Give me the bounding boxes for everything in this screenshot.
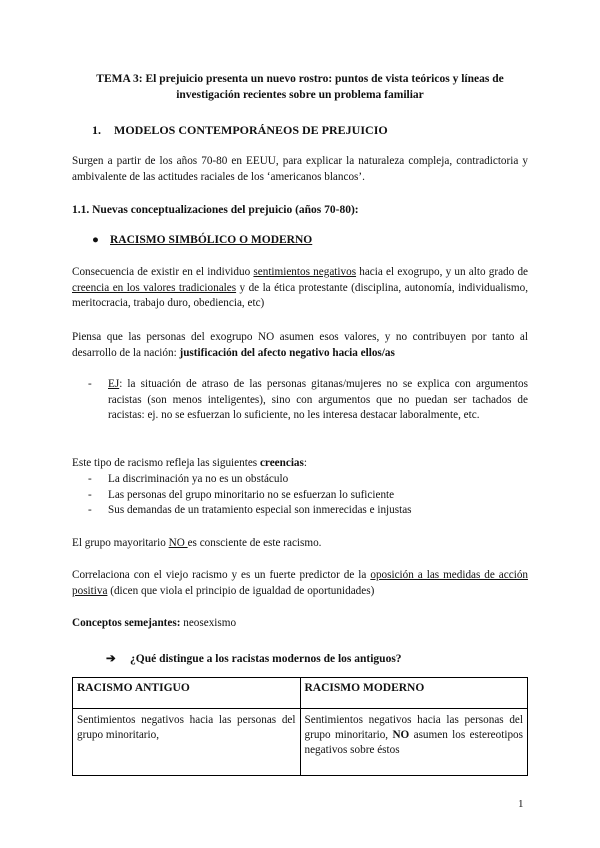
text-run: (dicen que viola el principio de igualdad de oportunidades): [107, 584, 375, 597]
text-run: : la situación de atraso de las personas gitanas/mujeres no se explica con argumentos racistas (son menos inteligentes), sino con argumentos que no puedan ser tachados de racistas: ej. no se esfuerzan lo suficiente, no les interesa destacar laboralmente, etc.: [108, 378, 528, 422]
paragraph-justification: [72, 330, 528, 361]
underlined-text: creencia en los valores tradicionales: [72, 281, 237, 294]
dash-marker: -: [88, 378, 92, 390]
text-run: El grupo mayoritario: [72, 537, 169, 549]
table-header-row: [73, 678, 528, 709]
bold-text: justificación del afecto negativo hacia ellos/as: [179, 346, 395, 359]
text-run: Piensa que las personas del exogrupo NO asumen esos valores, y no contribuyen por tanto al desarrollo de la nación:: [72, 331, 528, 359]
text-run: hacia el exogrupo, y un alto grado de: [356, 266, 529, 278]
paragraph-awareness: [72, 536, 528, 552]
page-number: 1: [518, 798, 524, 810]
subsection-heading: 1.1. Nuevas conceptualizaciones del prejuicio (años 70-80):: [72, 204, 359, 216]
text-run: Consecuencia de existir en el individuo: [72, 266, 254, 278]
beliefs-list: [88, 472, 528, 519]
document-title: TEMA 3: El prejuicio presenta un nuevo rostro: puntos de vista teóricos y líneas de investigación recientes sobre un problema familiar: [96, 73, 504, 101]
text-run: Este tipo de racismo refleja las siguientes: [72, 457, 260, 469]
underlined-text: oposición a las medidas de acción positiva: [72, 569, 529, 597]
dash-marker: -: [88, 488, 92, 501]
text-run: es consciente de este racismo.: [187, 537, 322, 549]
table-row: [73, 709, 528, 776]
bullet-heading: [92, 234, 312, 246]
comparison-table: [72, 677, 528, 776]
table-cell: [300, 709, 528, 776]
bullet-heading-text: RACISMO SIMBÓLICO O MODERNO: [110, 234, 313, 246]
underlined-text: NO: [168, 537, 188, 549]
beliefs-intro: [72, 456, 528, 472]
list-item: [88, 488, 528, 504]
arrow-icon: ➔: [106, 653, 116, 665]
dash-marker: -: [88, 504, 92, 517]
section-heading: [92, 123, 388, 138]
example-list: [88, 377, 528, 424]
text-run: Correlaciona con el viejo racismo y es un fuerte predictor de la: [72, 569, 371, 581]
intro-paragraph: Surgen a partir de los años 70-80 en EEUU, para explicar la naturaleza compleja, contradictoria y ambivalente de las actitudes raciales de los ‘americanos blancos’.: [72, 155, 528, 183]
example-label: EJ: [108, 378, 120, 390]
table-cell: Sentimientos negativos hacia las personas del grupo minoritario,: [73, 709, 301, 776]
text-run: y de la ética protestante (disciplina, autonomía, individualismo, meritocracia, trabajo duro, obediencia, etc): [72, 281, 528, 310]
example-text: [108, 377, 528, 424]
similar-concepts: [72, 616, 528, 632]
bold-text: creencias: [259, 457, 304, 469]
text-run: Sentimientos negativos hacia las personas del grupo minoritario,: [304, 714, 523, 741]
bullet-icon: ●: [92, 234, 99, 246]
text-run: neosexismo: [180, 617, 237, 629]
question-text: ¿Qué distingue a los racistas modernos de los antiguos?: [130, 653, 402, 665]
paragraph-correlation: [72, 568, 528, 599]
list-item-text: Las personas del grupo minoritario no se esfuerzan lo suficiente: [108, 488, 395, 501]
dash-marker: -: [88, 473, 92, 485]
text-run: asumen los estereotipos negativos sobre éstos: [304, 729, 524, 756]
question-heading: [106, 651, 402, 665]
text-run: :: [303, 457, 307, 469]
table-header: RACISMO MODERNO: [300, 678, 528, 709]
bold-text: NO: [392, 729, 410, 741]
list-item: [88, 472, 528, 488]
list-item: [88, 503, 528, 519]
table-header: RACISMO ANTIGUO: [73, 678, 301, 709]
list-item-text: Sus demandas de un tratamiento especial son inmerecidas e injustas: [108, 504, 412, 517]
section-number: 1.: [92, 123, 101, 137]
example-item: [88, 377, 528, 424]
paragraph-consequence: [72, 265, 528, 312]
list-item-text: La discriminación ya no es un obstáculo: [108, 473, 289, 485]
section-title: MODELOS CONTEMPORÁNEOS DE PREJUICIO: [114, 123, 388, 137]
underlined-text: sentimientos negativos: [253, 266, 357, 278]
bold-text: Conceptos semejantes:: [72, 617, 181, 629]
